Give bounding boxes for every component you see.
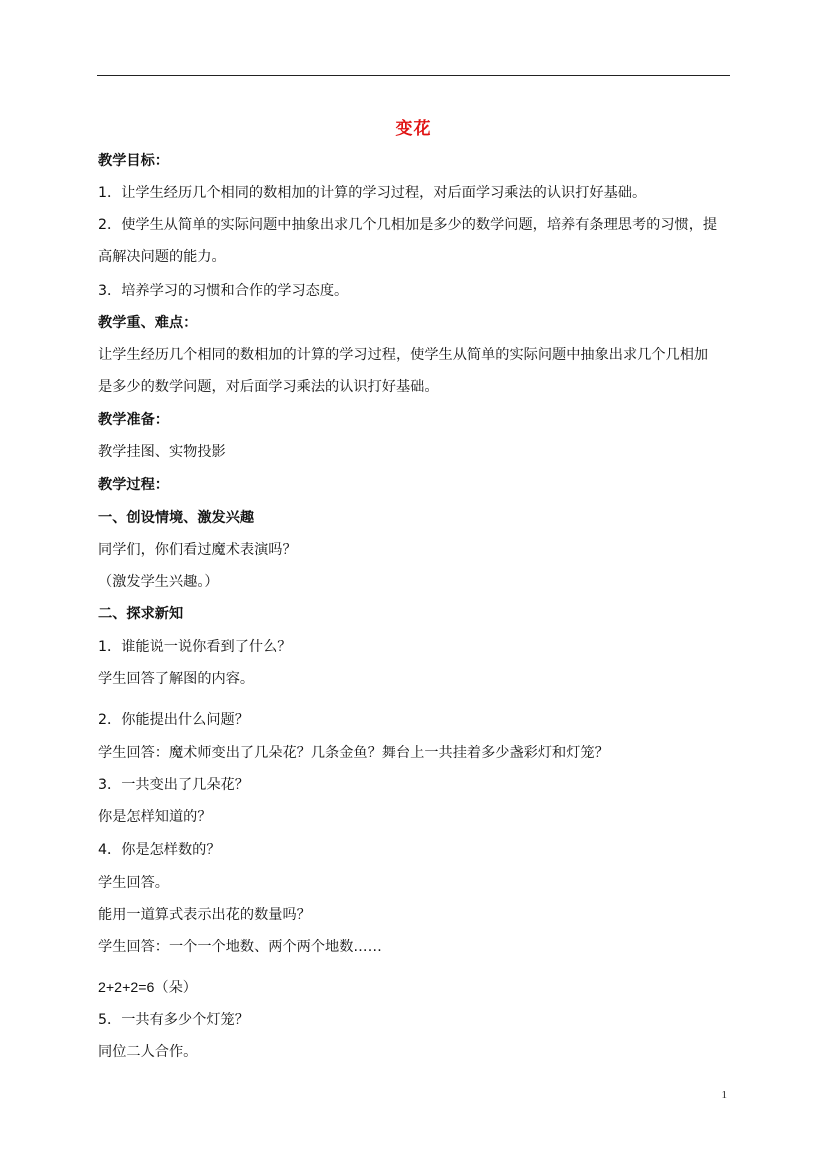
- page-number: 1: [721, 1089, 727, 1101]
- heading-objectives: 教学目标：: [98, 153, 169, 169]
- step-4-student-answer: 学生回答：一个一个地数、两个两个地数……: [98, 939, 382, 955]
- step-3-followup: 你是怎样知道的？: [98, 809, 212, 825]
- step-3-question: 3．一共变出了几朵花？: [98, 777, 249, 793]
- step-5-instruction: 同位二人合作。: [98, 1044, 198, 1060]
- document-title: 变花: [395, 119, 432, 139]
- objective-1: 1．让学生经历几个相同的数相加的计算的学习过程，对后面学习乘法的认识打好基础。: [98, 185, 647, 201]
- step-4-followup: 能用一道算式表示出花的数量吗？: [98, 907, 311, 923]
- section-1-heading: 一、创设情境、激发兴趣: [98, 510, 255, 526]
- formula-flowers: 2+2+2=6（朵）: [98, 980, 197, 996]
- step-1-question: 1．谁能说一说你看到了什么？: [98, 639, 292, 655]
- heading-process: 教学过程：: [98, 477, 169, 493]
- section-1-question: 同学们，你们看过魔术表演吗？: [98, 542, 297, 558]
- key-points-line-1: 让学生经历几个相同的数相加的计算的学习过程，使学生从简单的实际问题中抽象出求几个几相加: [98, 347, 709, 363]
- step-4-question: 4．你是怎样数的？: [98, 842, 221, 858]
- objective-3: 3．培养学习的习惯和合作的学习态度。: [98, 283, 349, 299]
- heading-key-points: 教学重、难点：: [98, 315, 198, 331]
- preparation-text: 教学挂图、实物投影: [98, 444, 226, 460]
- step-2-answer: 学生回答：魔术师变出了几朵花？几条金鱼？舞台上一共挂着多少盏彩灯和灯笼？: [98, 745, 609, 761]
- objective-2-line-1: 2．使学生从简单的实际问题中抽象出求几个几相加是多少的数学问题，培养有条理思考的习惯，提: [98, 217, 718, 233]
- step-2-question: 2．你能提出什么问题？: [98, 712, 249, 728]
- key-points-line-2: 是多少的数学问题，对后面学习乘法的认识打好基础。: [98, 379, 439, 395]
- step-5-question: 5．一共有多少个灯笼？: [98, 1012, 249, 1028]
- header-rule: [97, 75, 730, 76]
- step-1-answer: 学生回答了解图的内容。: [98, 671, 255, 687]
- section-1-note: （激发学生兴趣。）: [98, 574, 219, 590]
- step-4-answer: 学生回答。: [98, 875, 169, 891]
- section-2-heading: 二、探求新知: [98, 606, 184, 622]
- heading-preparation: 教学准备：: [98, 412, 169, 428]
- objective-2-line-2: 高解决问题的能力。: [98, 249, 226, 265]
